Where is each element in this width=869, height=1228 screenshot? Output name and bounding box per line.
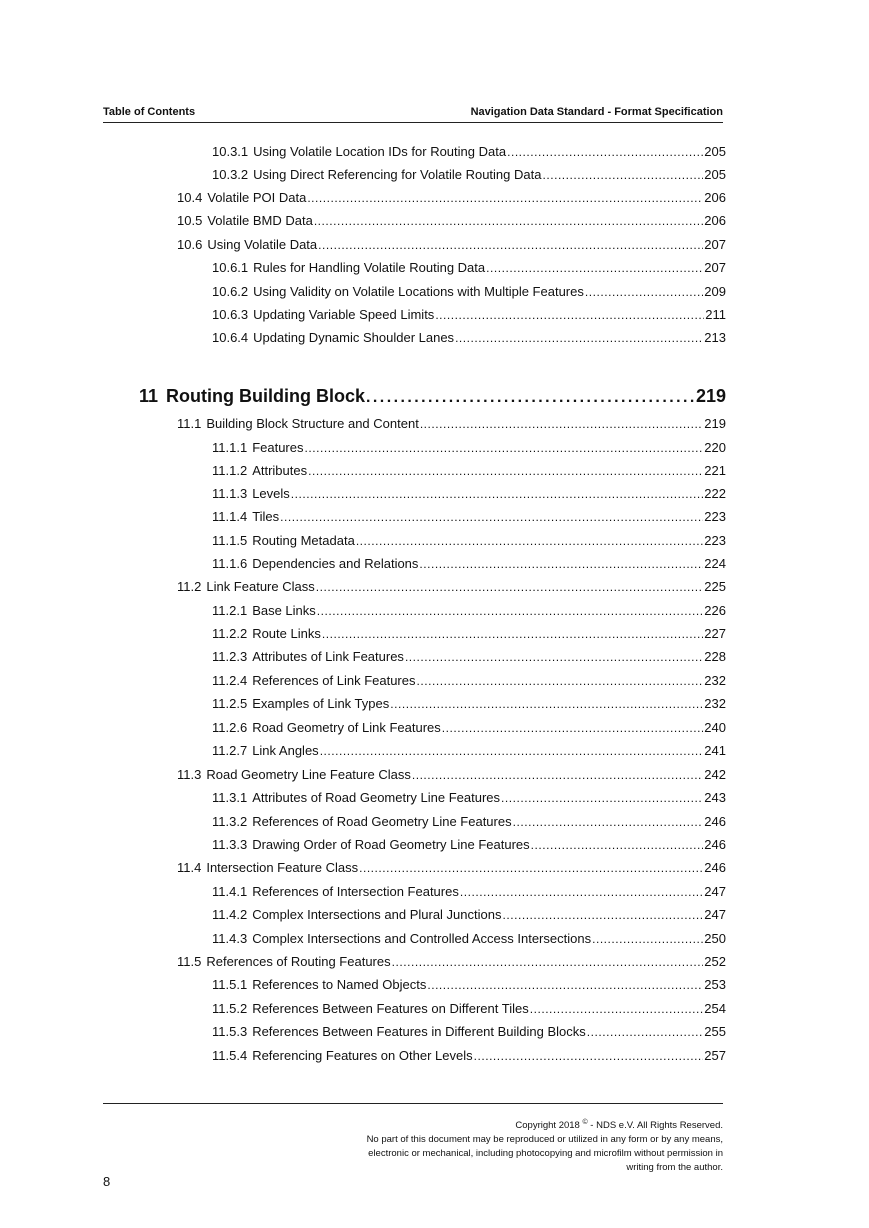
toc-dot-leader [314, 213, 703, 228]
toc-entry-page: 224 [704, 556, 726, 571]
toc-dot-leader [592, 931, 703, 946]
toc-dot-leader [460, 884, 703, 899]
toc-entry-page: 221 [704, 463, 726, 478]
page-number: 8 [103, 1174, 111, 1189]
toc-entry-page: 254 [704, 1001, 726, 1016]
toc-entry-title: Intersection Feature Class [206, 860, 359, 875]
toc-entry[interactable] [212, 837, 726, 857]
toc-entry-page: 227 [704, 626, 726, 641]
toc-entry-page: 205 [704, 144, 726, 159]
toc-entry[interactable] [177, 416, 726, 436]
toc-dot-leader [307, 190, 703, 205]
toc-entry-number: 10.6.1 [212, 260, 249, 275]
toc-entry[interactable] [177, 190, 726, 210]
toc-entry-page: 206 [704, 213, 726, 228]
copyright-text: Copyright 2018 [515, 1120, 580, 1132]
toc-entry[interactable] [212, 284, 726, 304]
toc-entry-page: 246 [704, 814, 726, 829]
toc-chapter-entry[interactable] [139, 386, 726, 412]
toc-entry-title: References of Routing Features [206, 954, 391, 969]
toc-dot-leader [317, 603, 704, 618]
toc-entry-page: 232 [704, 696, 726, 711]
toc-entry[interactable] [212, 790, 726, 810]
toc-entry[interactable] [212, 696, 726, 716]
toc-entry[interactable] [177, 579, 726, 599]
toc-entry-number: 11.1.6 [212, 556, 248, 571]
toc-entry-title: Road Geometry Line Feature Class [206, 767, 411, 782]
toc-entry[interactable] [212, 1001, 726, 1021]
toc-entry-number: 10.6.2 [212, 284, 249, 299]
toc-entry-page: 225 [704, 579, 726, 594]
toc-entry-number: 11.1 [177, 416, 202, 431]
toc-dot-leader [427, 977, 703, 992]
toc-entry-title: Routing Metadata [252, 533, 355, 548]
toc-entry-title: Complex Intersections and Plural Junctions [252, 907, 502, 922]
toc-entry-number: 10.6.3 [212, 307, 249, 322]
toc-entry-title: References of Road Geometry Line Features [252, 814, 512, 829]
toc-entry[interactable] [212, 1024, 726, 1044]
toc-entry[interactable] [212, 931, 726, 951]
toc-dot-leader [412, 767, 703, 782]
toc-entry-number: 11.1.5 [212, 533, 248, 548]
toc-entry-number: 11.2.5 [212, 696, 248, 711]
toc-dot-leader [474, 1048, 704, 1063]
toc-dot-leader [417, 673, 704, 688]
toc-entry-title: Rules for Handling Volatile Routing Data [253, 260, 486, 275]
toc-entry-number: 11.1.2 [212, 463, 248, 478]
toc-entry-title: Using Validity on Volatile Locations with Multiple Features [253, 284, 584, 299]
toc-dot-leader [405, 649, 703, 664]
toc-entry-page: 205 [704, 167, 726, 182]
toc-entry[interactable] [212, 603, 726, 623]
toc-dot-leader [530, 1001, 704, 1016]
copyright-line [263, 1116, 723, 1133]
toc-entry-page: 228 [704, 649, 726, 664]
toc-entry[interactable] [212, 907, 726, 927]
copyright-line-3: electronic or mechanical, including photocopying and microfilm without permission in [368, 1148, 723, 1160]
toc-entry-title: Base Links [252, 603, 316, 618]
toc-dot-leader [305, 440, 704, 455]
toc-entry-title: Examples of Link Types [252, 696, 390, 711]
toc-entry-page: 220 [704, 440, 726, 455]
toc-entry-page: 252 [704, 954, 726, 969]
toc-entry-page: 207 [704, 260, 726, 275]
toc-entry-title: References to Named Objects [252, 977, 427, 992]
toc-dot-leader [322, 626, 703, 641]
toc-entry-page: 209 [704, 284, 726, 299]
copyright-symbol: © [582, 1119, 588, 1126]
toc-entry-page: 226 [704, 603, 726, 618]
toc-dot-leader [513, 814, 704, 829]
toc-dot-leader [501, 790, 703, 805]
toc-entry-page: 219 [695, 386, 726, 406]
toc-entry-title: Updating Dynamic Shoulder Lanes [253, 330, 455, 345]
toc-entry-number: 10.3.1 [212, 144, 249, 159]
toc-entry-title: Drawing Order of Road Geometry Line Features [252, 837, 530, 852]
copyright-line-4: writing from the author. [626, 1162, 723, 1174]
toc-entry-page: 232 [704, 673, 726, 688]
toc-entry-number: 11.2.1 [212, 603, 248, 618]
toc-entry[interactable] [212, 144, 726, 164]
toc-entry[interactable] [212, 486, 726, 506]
toc-dot-leader [390, 696, 703, 711]
toc-entry-page: 240 [704, 720, 726, 735]
toc-entry-number: 11.4 [177, 860, 202, 875]
toc-entry-title: Levels [252, 486, 290, 501]
toc-entry[interactable] [177, 954, 726, 974]
toc-dot-leader [507, 144, 703, 159]
toc-entry[interactable] [177, 213, 726, 233]
toc-entry-page: 242 [704, 767, 726, 782]
header-document-title: Navigation Data Standard - Format Specification [470, 106, 723, 118]
toc-entry-title: References Between Features on Different Tiles [252, 1001, 529, 1016]
toc-entry-number: 11.1.4 [212, 509, 248, 524]
toc-entry[interactable] [212, 649, 726, 669]
toc-entry-number: 11.3.2 [212, 814, 248, 829]
toc-dot-leader [435, 307, 704, 322]
toc-dot-leader [542, 167, 703, 182]
toc-dot-leader [531, 837, 704, 852]
toc-entry-page: 206 [704, 190, 726, 205]
toc-entry-number: 11.2.3 [212, 649, 248, 664]
toc-dot-leader [308, 463, 703, 478]
toc-entry-number: 11 [139, 386, 159, 406]
toc-entry-number: 11.4.3 [212, 931, 248, 946]
header-section-title: Table of Contents [103, 106, 196, 118]
toc-dot-leader [502, 907, 703, 922]
toc-entry-number: 11.2.4 [212, 673, 248, 688]
toc-entry-number: 10.6.4 [212, 330, 249, 345]
toc-entry[interactable] [212, 743, 726, 763]
toc-entry-number: 11.3 [177, 767, 202, 782]
toc-entry-page: 243 [704, 790, 726, 805]
toc-entry-page: 253 [704, 977, 726, 992]
toc-entry-title: Attributes of Link Features [252, 649, 404, 664]
toc-entry-number: 11.2.2 [212, 626, 248, 641]
toc-entry[interactable] [212, 673, 726, 693]
toc-entry-title: Dependencies and Relations [252, 556, 419, 571]
toc-entry-number: 11.2 [177, 579, 202, 594]
toc-entry-page: 247 [704, 907, 726, 922]
copyright-holder: - NDS e.V. All Rights Reserved. [587, 1120, 723, 1132]
page-header [103, 104, 723, 123]
toc-entry-number: 10.4 [177, 190, 203, 205]
toc-entry[interactable] [212, 167, 726, 187]
toc-entry-number: 11.2.6 [212, 720, 248, 735]
toc-entry-number: 10.5 [177, 213, 203, 228]
toc-dot-leader [320, 743, 704, 758]
toc-dot-leader [392, 954, 704, 969]
toc-entry-title: Attributes of Road Geometry Line Features [252, 790, 501, 805]
toc-entry-page: 250 [704, 931, 726, 946]
toc-entry-page: 223 [704, 533, 726, 548]
toc-entry-title: Volatile BMD Data [207, 213, 313, 228]
toc-entry-title: Volatile POI Data [207, 190, 307, 205]
toc-entry[interactable] [212, 307, 726, 327]
toc-entry-title: Features [252, 440, 304, 455]
toc-dot-leader [419, 556, 703, 571]
toc-entry-title: Attributes [252, 463, 308, 478]
toc-entry[interactable] [212, 884, 726, 904]
toc-entry[interactable] [177, 767, 726, 787]
footer-divider [103, 1103, 723, 1104]
toc-entry-title: Updating Variable Speed Limits [253, 307, 435, 322]
toc-entry-title: Building Block Structure and Content [206, 416, 419, 431]
toc-entry[interactable] [212, 626, 726, 646]
toc-entry-page: 213 [704, 330, 726, 345]
toc-entry-title: Using Direct Referencing for Volatile Routing Data [253, 167, 542, 182]
toc-entry[interactable] [212, 509, 726, 529]
toc-entry-title: Complex Intersections and Controlled Access Intersections [252, 931, 592, 946]
toc-entry-number: 11.4.1 [212, 884, 248, 899]
toc-entry-number: 11.5.1 [212, 977, 248, 992]
toc-entry[interactable] [212, 440, 726, 460]
toc-entry-number: 11.5.3 [212, 1024, 248, 1039]
toc-dot-leader [420, 416, 703, 431]
toc-entry-page: 211 [705, 307, 726, 322]
toc-entry-number: 11.5 [177, 954, 202, 969]
copyright-line-2: No part of this document may be reproduced or utilized in any form or by any means, [366, 1134, 723, 1146]
toc-dot-leader [356, 533, 703, 548]
toc-entry[interactable] [177, 860, 726, 880]
toc-dot-leader [280, 509, 703, 524]
toc-entry-title: References Between Features in Different Building Blocks [252, 1024, 586, 1039]
toc-entry-title: Link Angles [252, 743, 319, 758]
toc-entry-page: 247 [704, 884, 726, 899]
toc-entry-number: 11.2.7 [212, 743, 248, 758]
toc-entry[interactable] [212, 330, 726, 350]
toc-entry-page: 222 [704, 486, 726, 501]
toc-entry-title: Link Feature Class [206, 579, 315, 594]
toc-entry-page: 219 [704, 416, 726, 431]
toc-entry-page: 246 [704, 860, 726, 875]
toc-entry-number: 10.3.2 [212, 167, 249, 182]
toc-entry[interactable] [212, 556, 726, 576]
toc-entry-number: 11.4.2 [212, 907, 248, 922]
toc-entry-title: Referencing Features on Other Levels [252, 1048, 473, 1063]
toc-entry-page: 255 [704, 1024, 726, 1039]
toc-dot-leader [366, 386, 695, 407]
toc-entry-number: 11.3.3 [212, 837, 248, 852]
toc-entry-number: 11.1.1 [212, 440, 248, 455]
toc-entry-number: 11.3.1 [212, 790, 248, 805]
toc-entry-page: 207 [704, 237, 726, 252]
toc-dot-leader [318, 237, 703, 252]
toc-entry-title: References of Intersection Features [252, 884, 459, 899]
toc-dot-leader [455, 330, 703, 345]
toc-dot-leader [585, 284, 703, 299]
toc-entry-page: 241 [704, 743, 726, 758]
toc-entry-page: 257 [704, 1048, 726, 1063]
toc-dot-leader [291, 486, 704, 501]
toc-entry-number: 10.6 [177, 237, 203, 252]
toc-entry-page: 223 [704, 509, 726, 524]
toc-entry-title: Tiles [252, 509, 280, 524]
toc-dot-leader [442, 720, 704, 735]
toc-entry-title: Routing Building Block [166, 386, 366, 406]
copyright-notice [263, 1116, 723, 1175]
toc-entry[interactable] [212, 463, 726, 483]
toc-entry-number: 11.5.2 [212, 1001, 248, 1016]
toc-entry-title: Using Volatile Data [207, 237, 318, 252]
toc-dot-leader [486, 260, 703, 275]
toc-entry[interactable] [212, 533, 726, 553]
toc-entry[interactable] [212, 720, 726, 740]
toc-dot-leader [316, 579, 704, 594]
toc-dot-leader [587, 1024, 704, 1039]
toc-entry[interactable] [212, 814, 726, 834]
toc-entry-title: Using Volatile Location IDs for Routing Data [253, 144, 507, 159]
toc-entry[interactable] [212, 1048, 726, 1068]
toc-dot-leader [359, 860, 703, 875]
toc-entry[interactable] [177, 237, 726, 257]
toc-entry-title: Road Geometry of Link Features [252, 720, 441, 735]
toc-entry[interactable] [212, 977, 726, 997]
toc-entry-page: 246 [704, 837, 726, 852]
toc-entry-title: Route Links [252, 626, 321, 641]
toc-entry-number: 11.5.4 [212, 1048, 248, 1063]
toc-entry-title: References of Link Features [252, 673, 416, 688]
toc-entry[interactable] [212, 260, 726, 280]
toc-entry-number: 11.1.3 [212, 486, 248, 501]
